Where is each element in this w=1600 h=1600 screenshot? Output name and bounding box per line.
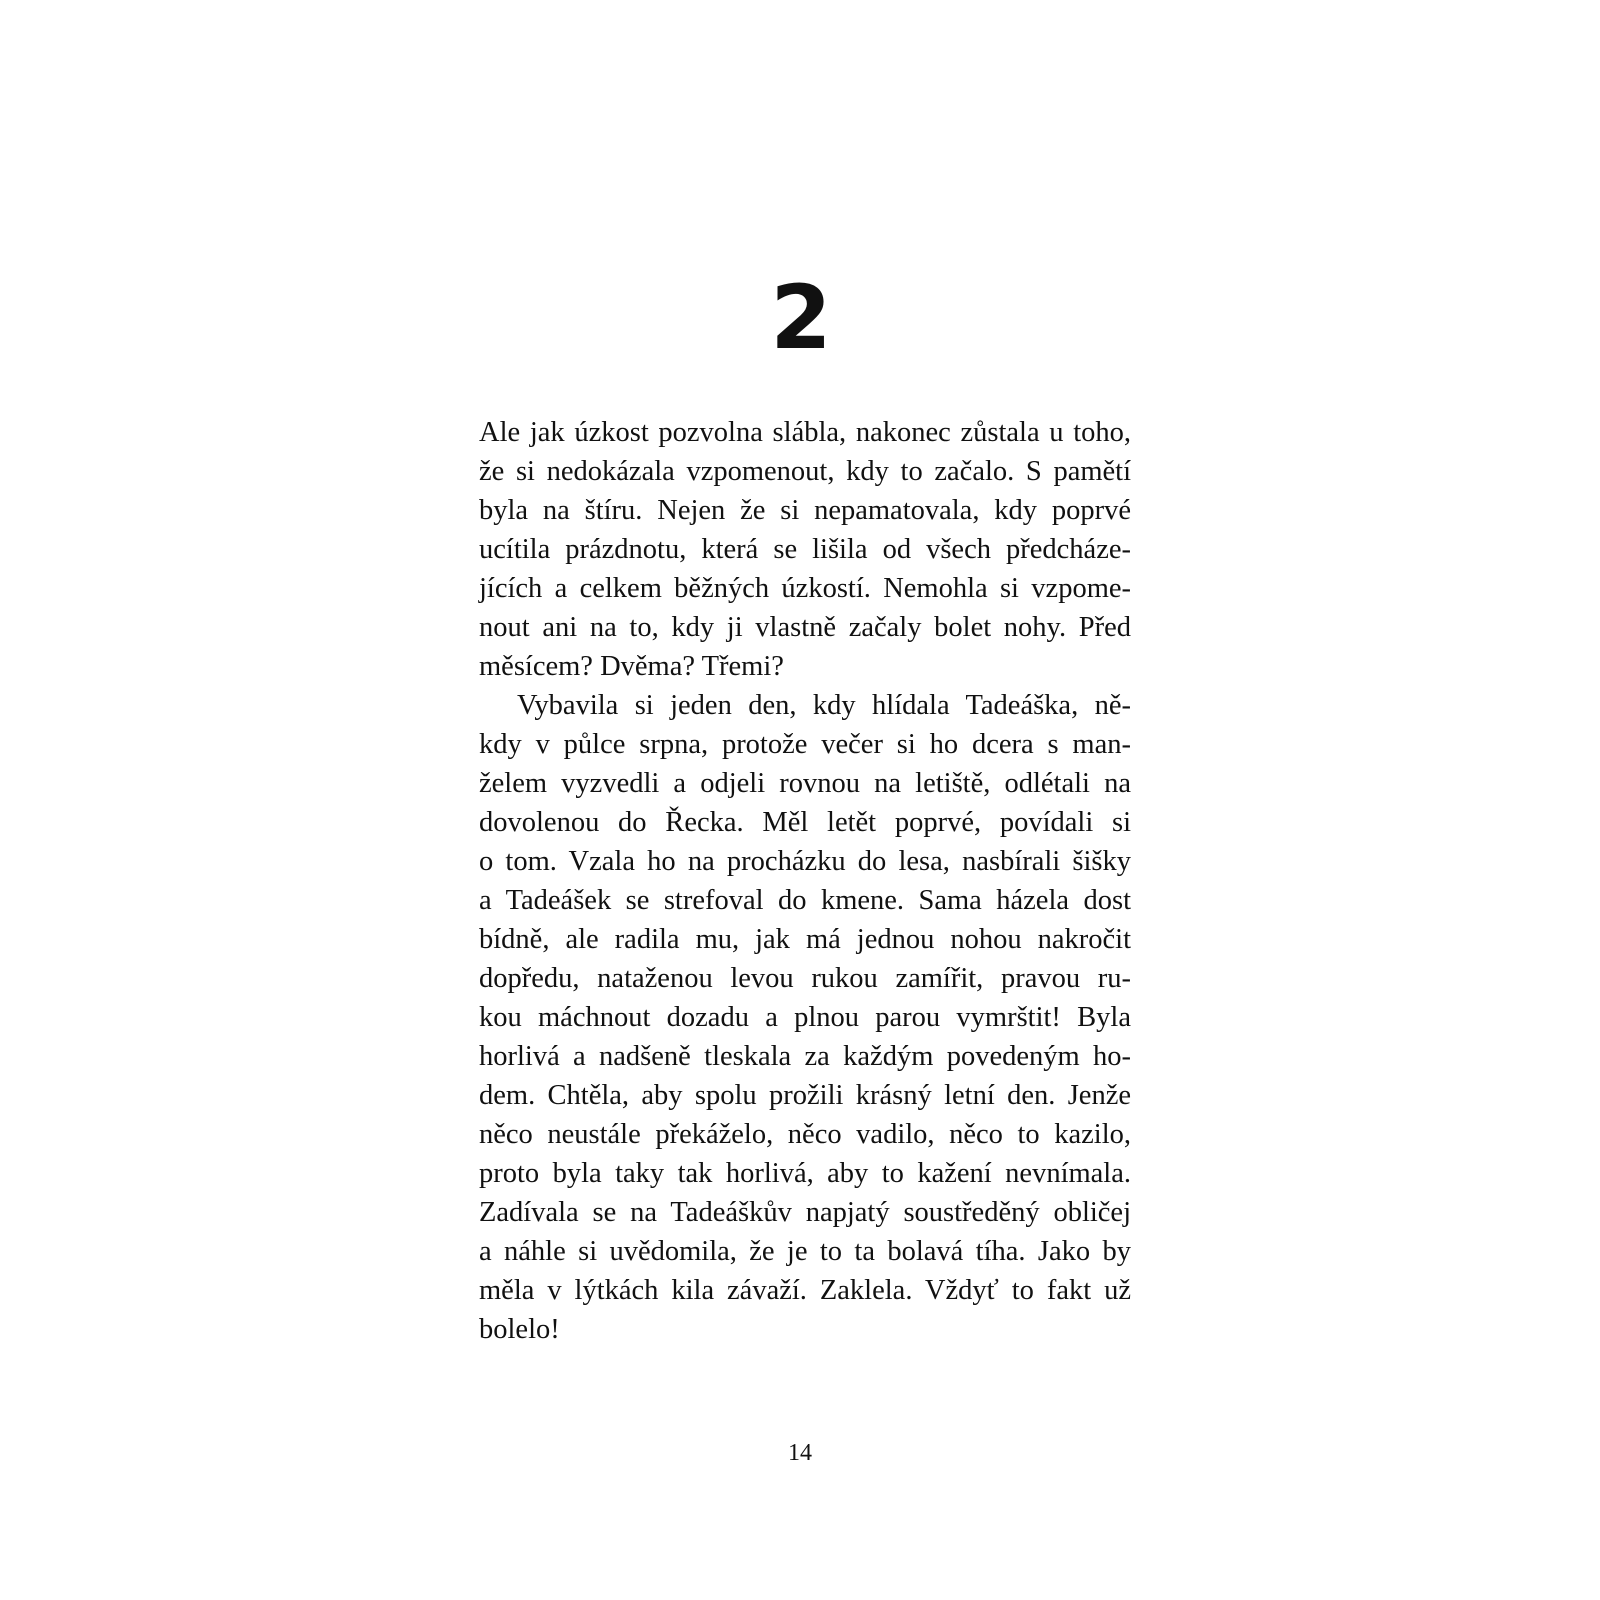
paragraph-1 <box>479 413 1131 686</box>
text-line: byla na štíru. Nejen že si nepamatovala, kdy poprvé <box>479 495 1131 526</box>
text-line: o tom. Vzala ho na procházku do lesa, nasbírali šišky <box>479 846 1131 877</box>
text-line: a náhle si uvědomila, že je to ta bolavá tíha. Jako by <box>479 1236 1131 1267</box>
text-line: Zadívala se na Tadeáškův napjatý soustředěný obličej <box>479 1197 1131 1228</box>
text-line: Ale jak úzkost pozvolna slábla, nakonec zůstala u toho, <box>479 417 1131 448</box>
page-number: 14 <box>788 1440 812 1466</box>
text-line: Vybavila si jeden den, kdy hlídala Tadeáška, ně- <box>517 690 1131 721</box>
text-line: měsícem? Dvěma? Třemi? <box>479 651 784 682</box>
text-line: kdy v půlce srpna, protože večer si ho dcera s man- <box>479 729 1131 760</box>
text-line: horlivá a nadšeně tleskala za každým povedeným ho- <box>479 1041 1131 1072</box>
text-line: proto byla taky tak horlivá, aby to kažení nevnímala. <box>479 1158 1131 1189</box>
text-line: nout ani na to, kdy ji vlastně začaly bolet nohy. Před <box>479 612 1131 643</box>
text-line: ucítila prázdnotu, která se lišila od všech předcháze- <box>479 534 1131 565</box>
text-line: jících a celkem běžných úzkostí. Nemohla si vzpome- <box>479 573 1131 604</box>
text-line: bolelo! <box>479 1314 560 1345</box>
text-line: něco neustále překáželo, něco vadilo, něco to kazilo, <box>479 1119 1131 1150</box>
paragraph-2 <box>479 686 1131 1349</box>
text-line: želem vyzvedli a odjeli rovnou na letiště, odlétali na <box>479 768 1131 799</box>
text-line: dopředu, nataženou levou rukou zamířit, pravou ru- <box>479 963 1131 994</box>
text-line: bídně, ale radila mu, jak má jednou nohou nakročit <box>479 924 1131 955</box>
text-line: že si nedokázala vzpomenout, kdy to začalo. S pamětí <box>479 456 1131 487</box>
text-line: kou máchnout dozadu a plnou parou vymrštit! Byla <box>479 1002 1131 1033</box>
chapter-number: 2 <box>770 266 830 369</box>
text-line: dovolenou do Řecka. Měl letět poprvé, povídali si <box>479 807 1131 838</box>
text-line: a Tadeášek se strefoval do kmene. Sama házela dost <box>479 885 1131 916</box>
text-line: dem. Chtěla, aby spolu prožili krásný letní den. Jenže <box>479 1080 1131 1111</box>
body-text <box>479 413 1131 1349</box>
text-line: měla v lýtkách kila závaží. Zaklela. Vždyť to fakt už <box>479 1275 1131 1306</box>
